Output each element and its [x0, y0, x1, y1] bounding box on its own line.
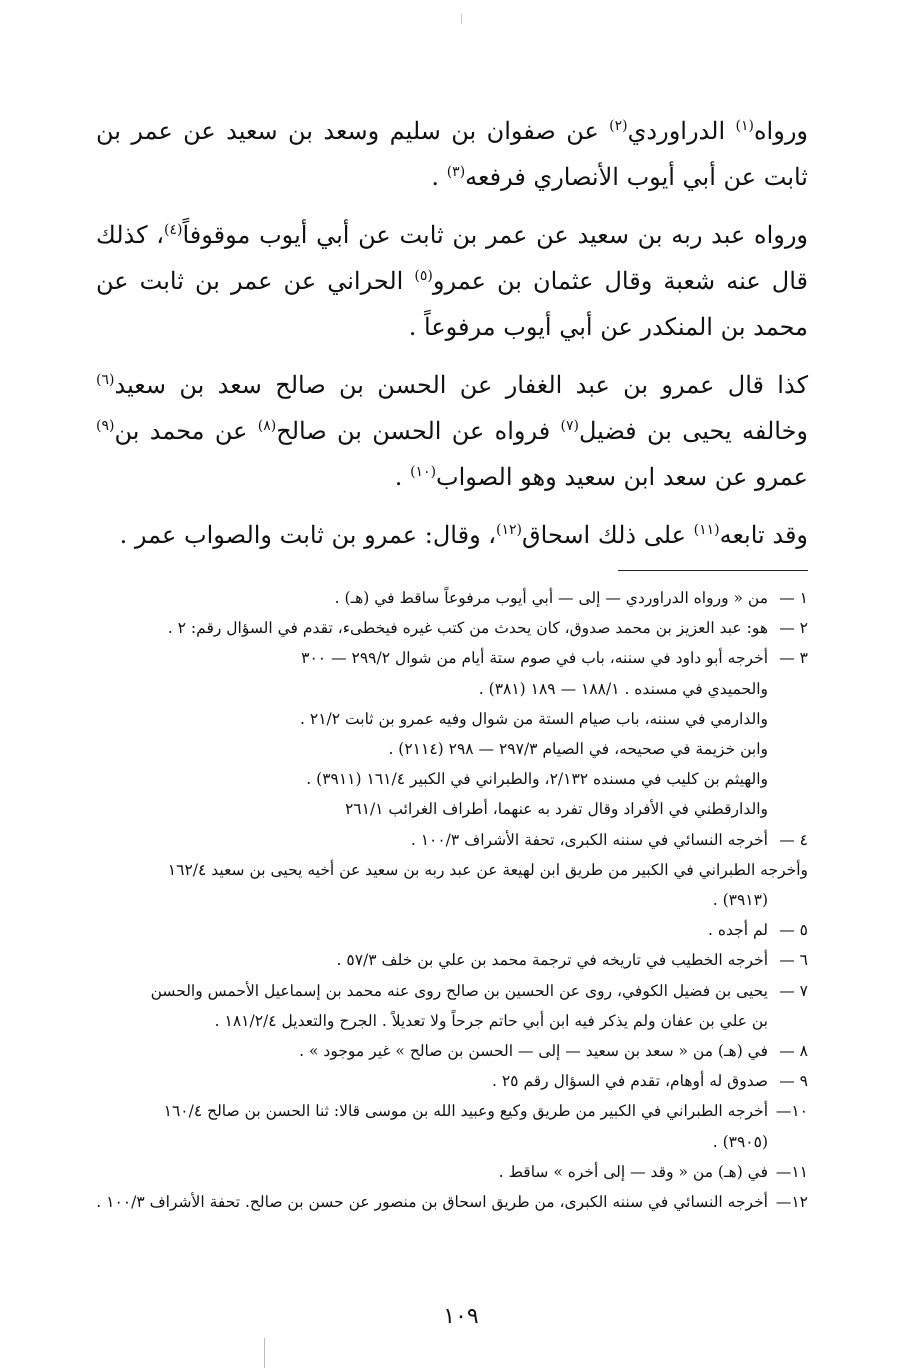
footnote-text: في (هـ) من « وقد — إلى أخره » ساقط . [498, 1162, 768, 1181]
footnote [96, 1096, 808, 1126]
text-run: ورواه عبد ربه بن سعيد عن عمر بن ثابت عن أبي أيوب موقوفاً [182, 221, 809, 249]
text-run: ورواه [753, 117, 808, 145]
footnote [96, 976, 808, 1006]
footnote-ref: (١٠) [410, 464, 437, 480]
footnote-ref: (١٢) [496, 522, 523, 538]
footnote-number: ١ — [779, 589, 808, 607]
footnote-text: أخرجه الطبراني في الكبير من طريق وكيع وعبيد الله بن موسى قالا: ثنا الحسن بن صالح ١٦٠/٤ [163, 1102, 768, 1121]
paragraph [96, 212, 808, 350]
footnote-ref: (١) [735, 118, 754, 134]
footnote-text: من « ورواه الدراوردي — إلى — أبي أيوب مرفوعاً ساقط في (هـ) . [334, 589, 768, 607]
footnote-ref: (٦) [96, 372, 115, 388]
text-run: الحراني عن عمر بن ثابت عن محمد بن [96, 267, 808, 341]
footnote-ref: (٩) [96, 418, 115, 434]
text-run: وقد تابعه [719, 521, 808, 549]
footnote-text: يحيى بن فضيل الكوفي، روى عن الحسين بن صالح روى عنه محمد بن إسماعيل الأحمس والحسن [150, 981, 768, 1000]
footnote-number: ٦ — [779, 951, 808, 970]
footnote-ref: (١١) [693, 522, 720, 538]
footnote-number: ١١— [775, 1162, 808, 1181]
page-body [96, 108, 808, 1217]
footnote-ref: (٤) [164, 222, 183, 238]
footnote-continuation: والدارقطني في الأفراد وقال تفرد به عنهما، أطراف الغرائب ٢٦١/١ [344, 800, 768, 819]
text-run: ، كذلك [96, 221, 165, 249]
footnote-continuation: والدارمي في سننه، باب صيام الستة من شوال وفيه عمرو بن ثابت ٢١/٢ . [300, 709, 768, 728]
footnote-number: ٩ — [779, 1072, 808, 1091]
footnote-number: ٤ — [779, 830, 808, 849]
text-run: كذا قال عمرو بن عبد الغفار عن الحسن بن صالح سعد بن سعيد [114, 371, 808, 399]
text-run: فرواه عن الحسن بن صالح [276, 417, 561, 445]
text-run: المنكدر عن أبي أيوب مرفوعاً . [408, 313, 713, 341]
footnote-number: ٣ — [779, 649, 808, 668]
scan-mark-bottom [264, 1338, 265, 1368]
text-run: يحيى بن فضيل [578, 417, 732, 445]
footnote [96, 945, 808, 975]
text-run: عن صفوان بن سليم وسعد بن سعيد عن عمر بن [96, 117, 610, 145]
text-run: عمرو عن سعد [662, 463, 808, 491]
text-run: ، وقال: عمرو بن ثابت والصواب عمر . [119, 521, 497, 549]
scan-mark-top [461, 14, 462, 24]
page-number: ١٠٩ [443, 1304, 479, 1329]
paragraph [96, 108, 808, 200]
footnote-number: ٧ — [779, 981, 808, 1000]
footnote [96, 583, 808, 613]
footnote-separator [618, 570, 808, 571]
footnote-ref: (٨) [257, 418, 277, 434]
footnotes [96, 583, 808, 1217]
footnote-continuation: وأخرجه الطبراني في الكبير من طريق ابن لهيعة عن عبد ربه بن سعيد عن أخيه يحيى بن سعيد ١٦٢/٤ [167, 860, 808, 879]
footnote-text: صدوق له أوهام، تقدم في السؤال رقم ٢٥ . [492, 1072, 768, 1091]
footnote-continuation: والهيثم بن كليب في مسنده ٢/١٣٢، والطبراني في الكبير ١٦١/٤ (٣٩١١) . [306, 770, 768, 789]
text-run: . [431, 163, 447, 191]
text-run: . [394, 463, 411, 491]
footnote-text: هو: عبد العزيز بن محمد صدوق، كان يحدث من كتب غيره فيخطىء، تقدم في السؤال رقم: ٢ . [167, 619, 768, 638]
text-run: ابن سعيد وهو الصواب [436, 463, 656, 491]
footnote-continuation: (٣٩٠٥) . [712, 1132, 768, 1151]
footnote-text: أخرجه الخطيب في تاريخه في ترجمة محمد بن علي بن خلف ٥٧/٣ . [336, 951, 768, 970]
footnote-number: ١٠— [775, 1102, 808, 1121]
text-run: الدراوردي [627, 117, 736, 145]
text-run: وخالفه [741, 417, 809, 445]
footnote-ref: (٣) [446, 164, 466, 180]
footnote-text: أخرجه أبو داود في سننه، باب في صوم ستة أيام من شوال ٢٩٩/٢ — ٣٠٠ [301, 649, 768, 668]
footnote-continuation: والحميدي في مسنده . ١٨٨/١ — ١٨٩ (٣٨١) . [478, 679, 768, 698]
footnote-continuation: وابن خزيمة في صحيحه، في الصيام ٢٩٧/٣ — ٢٩٨ (٢١١٤) . [388, 740, 768, 759]
footnote-text: في (هـ) من « سعد بن سعيد — إلى — الحسن بن صالح » غير موجود » . [299, 1042, 768, 1061]
footnote [96, 1036, 808, 1066]
footnote-text: لم أجده . [708, 921, 768, 940]
footnote [96, 1187, 808, 1217]
footnote [96, 1066, 808, 1096]
main-text [96, 108, 808, 558]
footnote-text: أخرجه النسائي في سننه الكبرى، تحفة الأشراف ١٠٠/٣ . [410, 830, 768, 849]
footnote-number: ٥ — [779, 921, 808, 940]
footnote-continuation: بن علي بن عفان ولم يذكر فيه ابن أبي حاتم جرحاً ولا تعديلاً . الجرح والتعديل ١٨١/٢/٤ . [214, 1011, 768, 1030]
text-run: عن محمد بن [114, 417, 258, 445]
footnote [96, 1157, 808, 1187]
footnote-ref: (٧) [560, 418, 579, 434]
text-run: ثابت عن أبي أيوب الأنصاري فرفعه [465, 163, 808, 191]
text-run: قال عنه شعبة وقال عثمان بن عمرو [432, 267, 808, 295]
footnote-number: ٢ — [779, 619, 808, 638]
footnote-number: ٨ — [779, 1042, 808, 1061]
paragraph [96, 362, 808, 500]
footnote [96, 825, 808, 855]
footnote-ref: (٢) [609, 118, 628, 134]
footnote [96, 613, 808, 643]
footnote-ref: (٥) [414, 268, 433, 284]
footnote-continuation: (٣٩١٣) . [712, 891, 768, 910]
paragraph [96, 512, 808, 558]
footnote [96, 643, 808, 673]
footnote-number: ١٢— [775, 1193, 808, 1212]
text-run: على ذلك اسحاق [522, 521, 694, 549]
footnote-text: أخرجه النسائي في سننه الكبرى، من طريق اسحاق بن منصور عن حسن بن صالح. تحفة الأشراف ١٠٠/٣ . [96, 1193, 768, 1212]
footnote [96, 915, 808, 945]
